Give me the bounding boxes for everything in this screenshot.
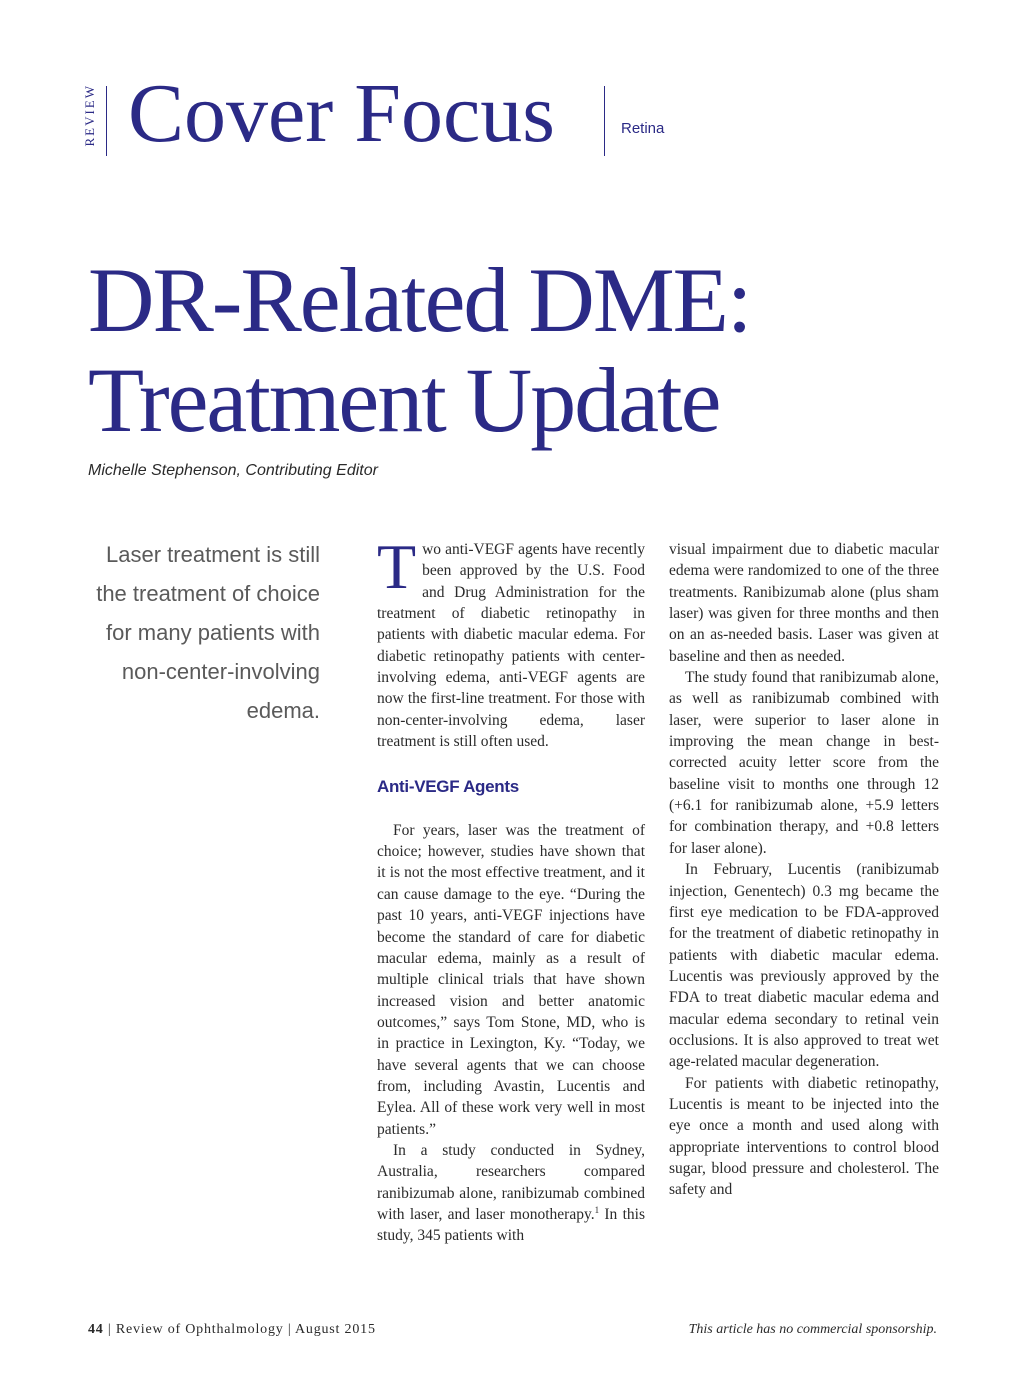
article-title-line-2: Treatment Update xyxy=(88,349,720,451)
body-column-1 xyxy=(377,531,645,1247)
body-paragraph: For patients with diabetic retinopathy, Lucentis is meant to be injected into the eye once a month and used along with appropriate interventions to control blood sugar, blood pressure and cholesterol. The safety and xyxy=(669,1074,939,1199)
reference-marker: 1 xyxy=(594,1204,600,1215)
body-text: In a study conducted in Sydney, Australia, researchers compared ranibizumab alone, ranibizumab combined with laser, and laser monotherapy. xyxy=(377,1141,645,1223)
footer-separator: | xyxy=(287,1322,295,1337)
header-divider-left xyxy=(106,86,107,156)
header-divider-right xyxy=(604,86,605,156)
article-byline: Michelle Stephenson, Contributing Editor xyxy=(88,462,378,479)
page-footer-folio xyxy=(88,1322,376,1338)
body-paragraph: In February, Lucentis (ranibizumab injection, Genentech) 0.3 mg became the first eye medication to be FDA-approved for the treatment of diabetic retinopathy in patients with diabetic macular edema. Lucentis was previously approved by the FDA to treat diabetic macular edema and macular edema secondary to retinal vein occlusions. It is also approved to treat wet age-related macular degeneration. xyxy=(669,861,939,1071)
drop-cap: T xyxy=(377,531,417,602)
issue-date: August 2015 xyxy=(295,1322,376,1337)
article-title xyxy=(88,250,968,450)
pull-quote: Laser treatment is still the treatment of choice for many patients with non-center-involving edema. xyxy=(96,542,320,723)
section-subhead: Anti-VEGF Agents xyxy=(377,777,519,797)
footer-separator: | xyxy=(107,1322,116,1337)
section-side-label: REVIEW xyxy=(82,84,97,147)
body-paragraph: The study found that ranibizumab alone, as well as ranibizumab combined with laser, were superior to laser alone in improving the mean change in best-corrected acuity letter score from the baseline visit to months one through 12 (+6.1 for ranibizumab alone, +5.9 letters for combination therapy, and +0.8 letters for laser alone). xyxy=(669,669,939,857)
body-paragraph xyxy=(377,1140,645,1247)
body-column-2 xyxy=(669,539,939,1201)
body-text: In this study, 345 patients with xyxy=(377,1205,645,1245)
sponsorship-note: This article has no commercial sponsorship. xyxy=(688,1322,937,1337)
article-title-line-1: DR-Related DME: xyxy=(88,249,751,351)
section-title: Cover Focus xyxy=(128,67,555,160)
intro-text: wo anti-VEGF agents have recently been approved by the U.S. Food and Drug Administration for the treatment of diabetic retinopathy in patients with diabetic macular edema. For diabetic retinopathy patients with center-involving edema, anti-VEGF agents are now the first-line treatment. For those with non-center-involving edema, laser treatment is still often used. xyxy=(377,541,645,751)
body-paragraph: For years, laser was the treatment of choice; however, studies have shown that it is not the most effective treatment, and it can cause damage to the eye. “During the past 10 years, anti-VEGF injections have become the standard of care for diabetic macular edema, mainly as a result of multiple clinical trials that have shown increased vision and better anatomic outcomes,” says Tom Stone, MD, who is in practice in Lexington, Ky. “Today, we have several agents that we can choose from, including Avastin, Lucentis and Eylea. All of these work very well in most patients.” xyxy=(377,821,645,1138)
section-tag: Retina xyxy=(621,120,665,137)
intro-paragraph xyxy=(377,531,645,752)
publication-name: Review of Ophthalmology xyxy=(115,1322,284,1337)
page-number: 44 xyxy=(88,1322,104,1337)
body-paragraph: visual impairment due to diabetic macular edema were randomized to one of the three treatments. Ranibizumab alone (plus sham laser) was given for three months and then on an as-needed basis. Laser was given at baseline and then as needed. xyxy=(669,541,939,665)
